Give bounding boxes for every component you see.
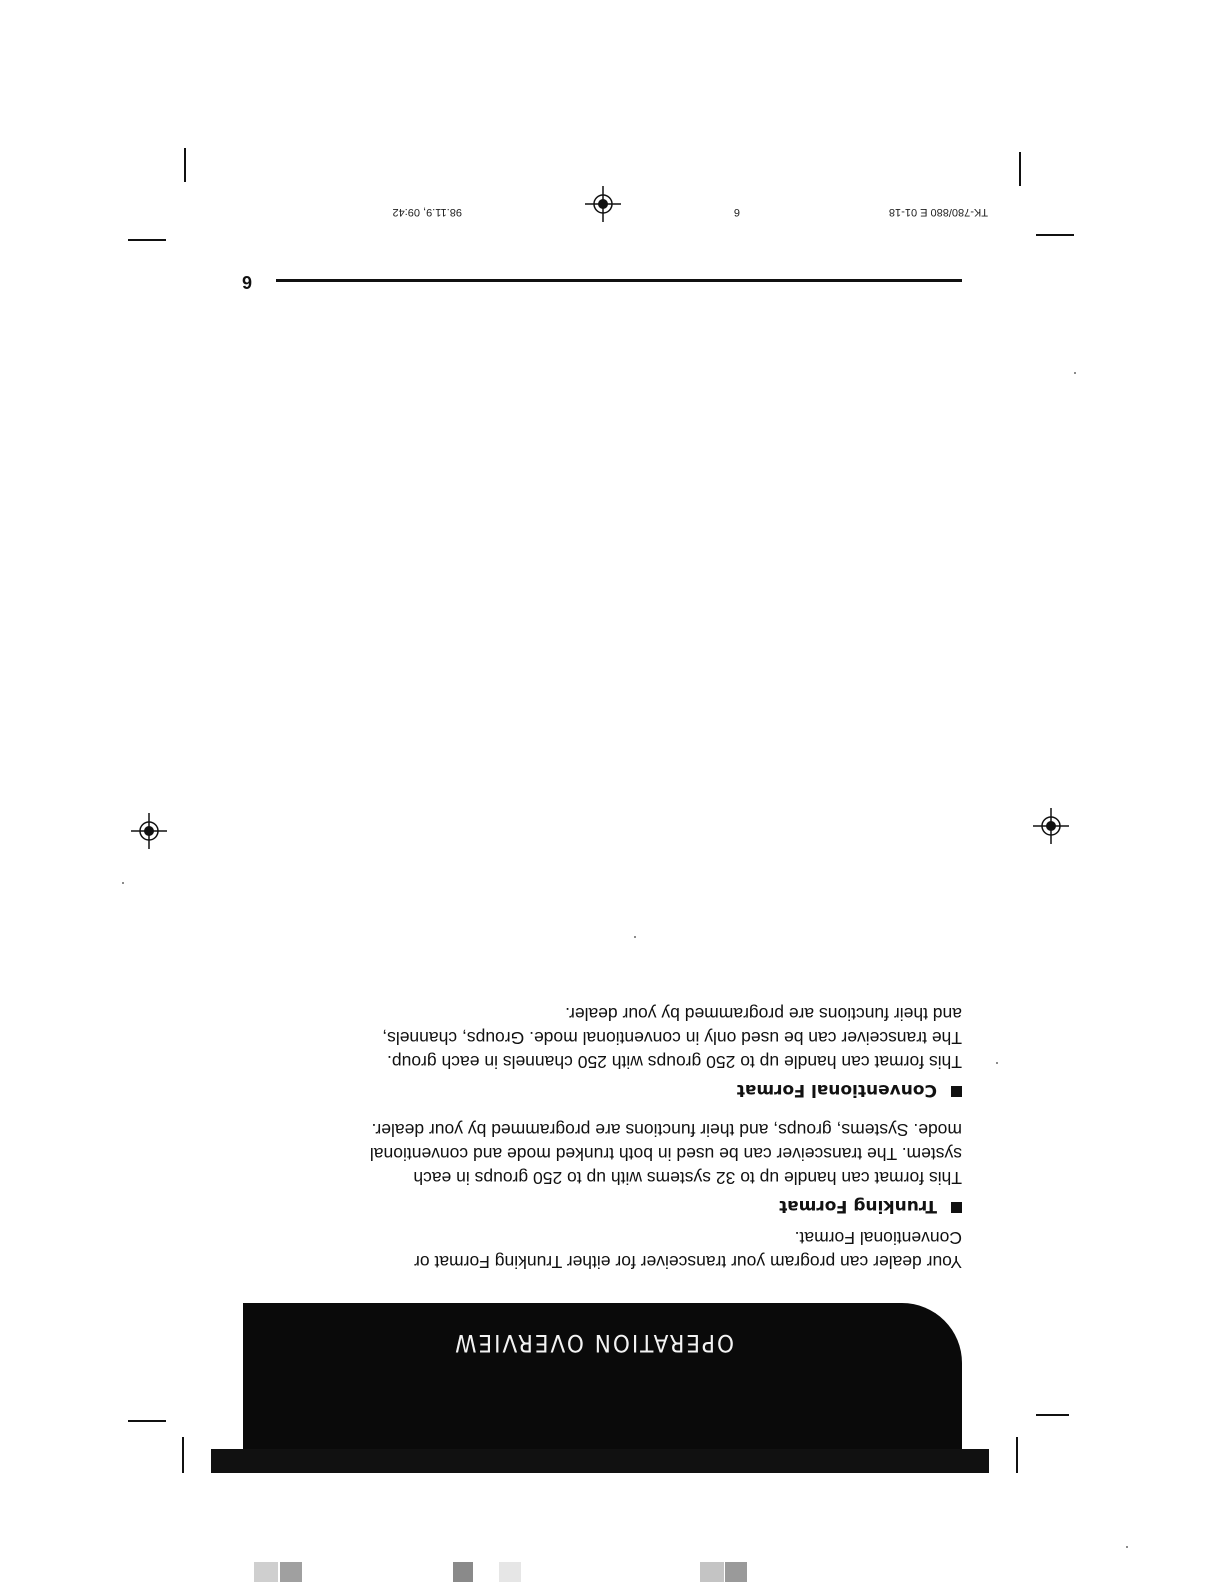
intro-line: Your dealer can program your transceiver for either Trunking Format or [414,1252,962,1272]
section-heading-conventional [737,1080,962,1100]
crop-mark [182,1437,184,1473]
color-swatch [280,1562,302,1582]
color-swatch [304,1562,324,1582]
color-swatch [725,1562,747,1582]
scan-speck [996,1062,998,1064]
crop-mark [128,239,166,241]
page-title: OPERATION OVERVIEW [453,1329,734,1357]
slug-date: 98.11.9, 09:42 [392,206,462,218]
color-swatch [254,1562,278,1582]
crop-mark [1036,234,1074,236]
footer-rule [276,279,962,282]
scan-speck [634,936,636,938]
color-swatch [749,1562,771,1582]
color-swatch [453,1562,473,1582]
crop-mark [128,1420,166,1422]
color-swatch [499,1562,521,1582]
body-line: mode. Systems, groups, and their functions are programmed by your dealer. [371,1120,962,1140]
crop-mark [1019,152,1021,186]
registration-mark-icon [585,186,621,222]
body-line: The transceiver can be used only in conventional mode. Groups, channels, [382,1028,962,1048]
section-heading-text: Conventional Format [736,1080,937,1100]
color-swatch [773,1562,797,1582]
crop-mark [1036,1414,1069,1416]
body-line: This format can handle up to 250 groups with 250 channels in each group. [387,1052,962,1072]
square-bullet-icon [951,1086,962,1097]
section-header-block [243,1303,962,1449]
section-heading-text: Trunking Format [779,1196,937,1216]
slug-page: 6 [733,206,740,218]
page-number: 6 [241,272,252,292]
intro-line: Conventional Format. [794,1228,962,1248]
square-bullet-icon [951,1202,962,1213]
registration-mark-icon [131,813,167,849]
scan-speck [122,882,124,884]
section-heading-trunking [779,1196,962,1216]
body-line: system. The transceiver can be used in both trunked mode and conventional [369,1144,962,1164]
crop-mark [184,148,186,182]
color-bar [211,1449,989,1473]
slug-file: TK-780/880 E 01-18 [888,206,988,218]
registration-mark-icon [1033,808,1069,844]
crop-mark [1016,1437,1018,1473]
body-line: This format can handle up to 32 systems with up to 250 groups in each [413,1168,962,1188]
scan-speck [1074,372,1076,374]
body-line: and their functions are programmed by your dealer. [565,1004,962,1024]
scan-speck [1126,1546,1128,1548]
color-swatch [700,1562,724,1582]
